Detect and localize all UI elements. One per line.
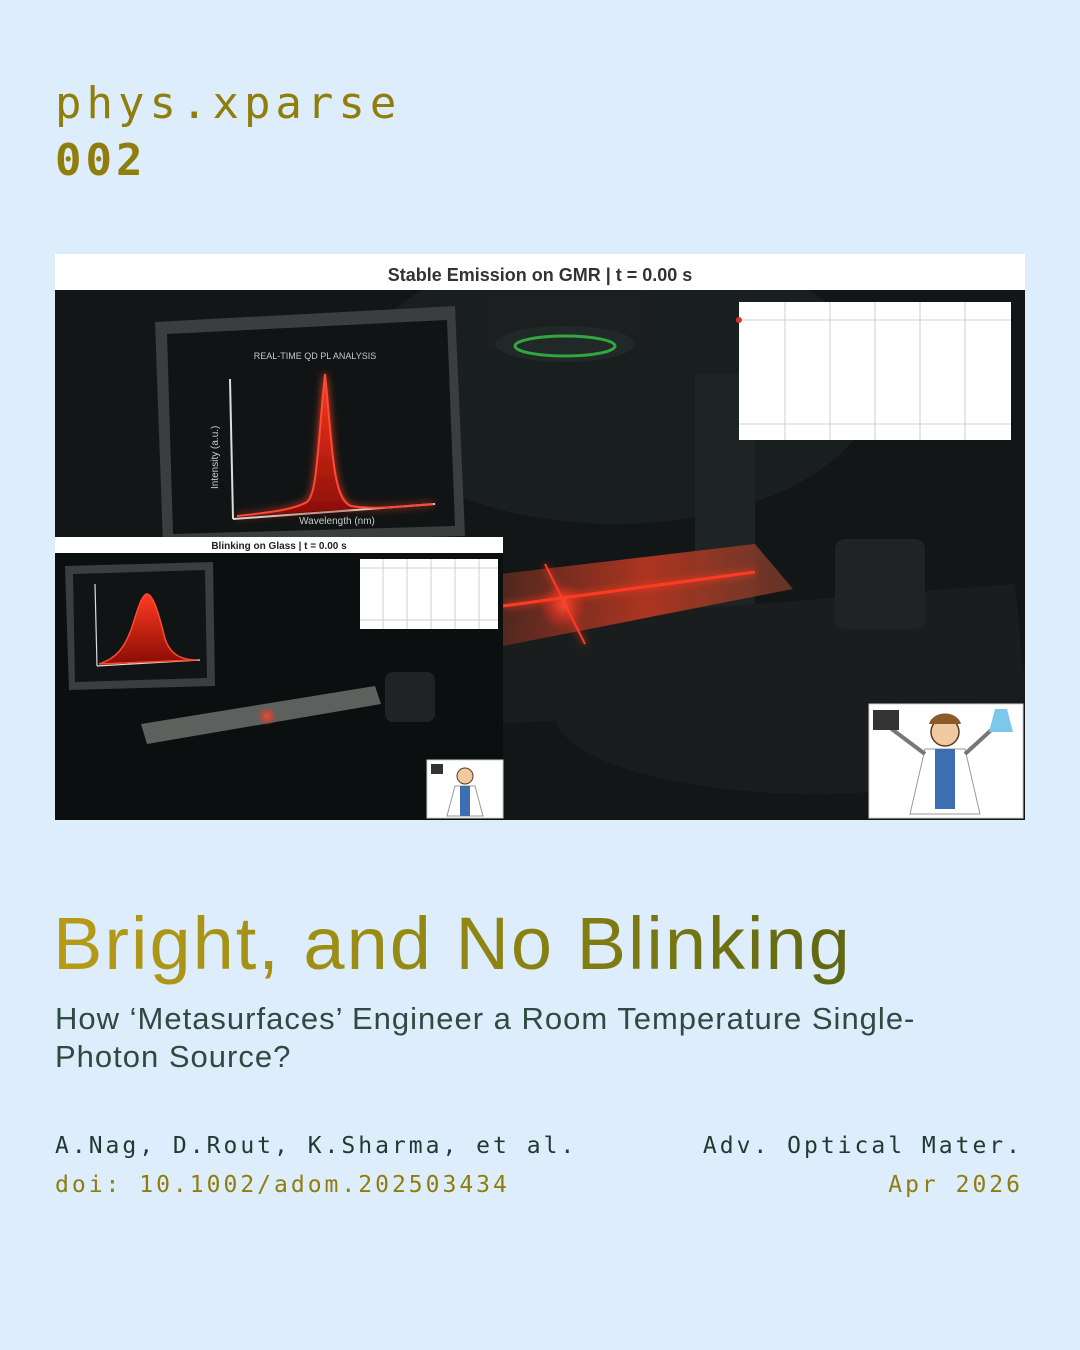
monitor-x-axis-label: Wavelength (nm) (299, 516, 375, 527)
article-authors: A.Nag, D.Rout, K.Sharma, et al. (55, 1133, 578, 1159)
hero-figure (55, 254, 1025, 820)
article-doi: doi: 10.1002/adom.202503434 (55, 1172, 510, 1198)
main-caption: Stable Emission on GMR | t = 0.00 s (387, 265, 693, 285)
emission-spot (539, 582, 587, 630)
large-monitor (155, 306, 465, 544)
article-title: Bright, and No Blinking (53, 900, 852, 988)
figure-illustration (55, 254, 1025, 820)
monitor-y-axis-label: Intensity (a.u.) (210, 425, 221, 489)
stage-knob (835, 539, 925, 629)
journal-name: Adv. Optical Mater. (702, 1133, 1023, 1159)
main-trace-panel (736, 302, 1011, 440)
publication-date: Apr 2026 (888, 1172, 1023, 1198)
monitor-title: REAL-TIME QD PL ANALYSIS (253, 351, 377, 361)
inset-caption: Blinking on Glass | t = 0.00 s (211, 541, 347, 552)
scientist-thumbnail (869, 704, 1023, 818)
glass-inset (55, 537, 503, 820)
article-subtitle: How ‘Metasurfaces’ Engineer a Room Temperature Single-Photon Source? (55, 1001, 916, 1074)
issue-number: 002 (55, 135, 147, 186)
brand-name: phys.xparse (55, 78, 402, 129)
